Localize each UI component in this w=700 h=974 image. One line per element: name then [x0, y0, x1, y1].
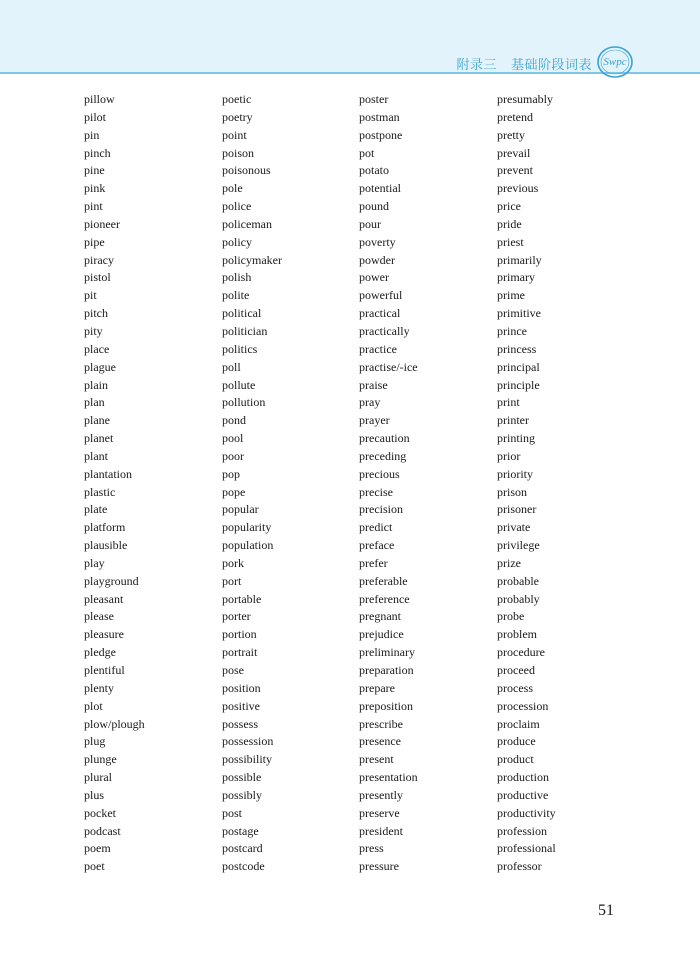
word-entry: productive: [497, 787, 549, 802]
word-column-4: [497, 91, 556, 876]
word-entry: pollution: [222, 395, 266, 410]
word-entry: please: [84, 609, 114, 624]
word-column-1: [84, 91, 145, 876]
word-entry: policy: [222, 234, 252, 249]
word-entry: professional: [497, 841, 556, 856]
word-entry: presently: [359, 787, 403, 802]
word-entry: priority: [497, 466, 533, 481]
word-entry: precise: [359, 484, 393, 499]
word-entry: prior: [497, 448, 521, 463]
word-entry: politics: [222, 341, 258, 356]
word-entry: pray: [359, 395, 381, 410]
word-entry: praise: [359, 377, 388, 392]
word-entry: precaution: [359, 431, 410, 446]
word-entry: probable: [497, 573, 539, 588]
word-entry: primary: [497, 270, 535, 285]
word-entry: preferable: [359, 573, 408, 588]
word-entry: poster: [359, 92, 389, 106]
word-entry: principle: [497, 377, 540, 392]
running-header: [456, 54, 592, 73]
word-entry: primitive: [497, 306, 541, 321]
word-entry: pity: [84, 323, 103, 338]
word-entry: process: [497, 680, 533, 695]
word-entry: produce: [497, 734, 536, 749]
word-entry: policymaker: [222, 252, 282, 267]
word-entry: plan: [84, 395, 105, 410]
word-entry: professor: [497, 859, 542, 874]
header-band: [0, 0, 700, 72]
word-entry: possible: [222, 770, 262, 785]
word-entry: portion: [222, 627, 257, 642]
word-entry: planet: [84, 431, 114, 446]
word-entry: pipe: [84, 234, 105, 249]
word-entry: pot: [359, 145, 375, 160]
word-entry: possession: [222, 734, 274, 749]
word-entry: prescribe: [359, 716, 403, 731]
word-entry: plenty: [84, 680, 114, 695]
word-entry: printer: [497, 413, 529, 428]
word-entry: pilot: [84, 109, 107, 124]
word-entry: poverty: [359, 234, 396, 249]
word-entry: president: [359, 823, 403, 838]
word-column-2: [222, 91, 282, 876]
word-entry: podcast: [84, 823, 121, 838]
word-entry: postcard: [222, 841, 263, 856]
word-entry: prevent: [497, 163, 533, 178]
word-entry: possibility: [222, 752, 273, 767]
word-entry: preference: [359, 591, 410, 606]
word-entry: procession: [497, 698, 549, 713]
word-entry: plentiful: [84, 663, 125, 677]
word-entry: plunge: [84, 752, 117, 767]
word-entry: prince: [497, 323, 527, 338]
word-entry: prisoner: [497, 502, 537, 517]
word-entry: plug: [84, 734, 106, 749]
word-entry: probably: [497, 591, 540, 606]
word-entry: plague: [84, 359, 116, 374]
word-entry: pollute: [222, 377, 256, 392]
word-entry: pinch: [84, 145, 111, 160]
word-entry: poisonous: [222, 163, 271, 178]
word-entry: practical: [359, 306, 401, 321]
word-entry: plausible: [84, 538, 128, 553]
word-entry: plant: [84, 448, 108, 463]
word-entry: platform: [84, 520, 126, 535]
word-entry: pint: [84, 199, 103, 214]
word-entry: port: [222, 573, 242, 588]
word-entry: pitch: [84, 306, 108, 321]
word-entry: productivity: [497, 805, 556, 820]
word-entry: plain: [84, 377, 108, 392]
word-entry: post: [222, 805, 243, 820]
word-entry: possess: [222, 716, 259, 731]
word-entry: powerful: [359, 288, 403, 303]
word-entry: pope: [222, 484, 246, 499]
word-column-3: [359, 91, 418, 876]
word-entry: pride: [497, 216, 522, 231]
word-entry: plow/plough: [84, 716, 145, 731]
word-entry: pit: [84, 288, 97, 303]
word-entry: princess: [497, 341, 537, 356]
word-entry: production: [497, 770, 549, 785]
word-entry: pressure: [359, 859, 399, 874]
word-entry: policeman: [222, 216, 272, 231]
word-entry: popular: [222, 502, 259, 517]
word-entry: problem: [497, 627, 537, 642]
word-entry: primarily: [497, 252, 542, 267]
word-entry: political: [222, 306, 262, 321]
word-entry: porter: [222, 609, 251, 624]
word-entry: private: [497, 520, 531, 535]
word-entry: position: [222, 680, 261, 695]
word-entry: pour: [359, 216, 381, 231]
word-entry: pregnant: [359, 609, 401, 624]
word-entry: pond: [222, 413, 246, 428]
word-entry: poem: [84, 841, 111, 856]
word-entry: postage: [222, 823, 259, 838]
word-entry: pledge: [84, 645, 116, 660]
word-entry: preparation: [359, 663, 414, 677]
word-entry: postcode: [222, 859, 265, 874]
word-entry: practise/-ice: [359, 359, 418, 374]
word-entry: police: [222, 199, 252, 214]
word-entry: powder: [359, 252, 395, 267]
word-entry: polite: [222, 288, 250, 303]
word-entry: postpone: [359, 127, 403, 142]
word-entry: pose: [222, 663, 244, 677]
word-entry: prepare: [359, 680, 395, 695]
word-entry: plot: [84, 698, 103, 713]
logo-text: Swpc: [603, 56, 627, 68]
word-entry: pink: [84, 181, 106, 196]
word-entry: pleasant: [84, 591, 124, 606]
section-title: 基础阶段词表: [510, 58, 592, 73]
word-entry: pretty: [497, 127, 525, 142]
word-entry: predict: [359, 520, 393, 535]
word-entry: portrait: [222, 645, 258, 660]
word-entry: preserve: [359, 805, 400, 820]
word-entry: presentation: [359, 770, 418, 785]
word-entry: poet: [84, 859, 105, 874]
word-entry: privilege: [497, 538, 540, 553]
word-entry: prejudice: [359, 627, 404, 642]
word-entry: preceding: [359, 448, 407, 463]
word-entry: prize: [497, 555, 521, 570]
word-entry: postman: [359, 109, 400, 124]
word-entry: preface: [359, 538, 395, 553]
word-entry: poison: [222, 145, 255, 160]
header-rule: [0, 72, 700, 74]
word-entry: positive: [222, 698, 260, 713]
word-entry: prime: [497, 288, 525, 303]
word-entry: priest: [497, 234, 524, 249]
word-entry: prayer: [359, 413, 390, 428]
word-entry: probe: [497, 609, 525, 624]
word-entry: pioneer: [84, 216, 120, 231]
word-entry: plastic: [84, 484, 116, 499]
word-entry: population: [222, 538, 274, 553]
word-entry: plantation: [84, 466, 132, 481]
word-entry: pretend: [497, 109, 533, 124]
word-entry: potential: [359, 181, 401, 196]
word-entry: prison: [497, 484, 527, 499]
word-entry: proclaim: [497, 716, 540, 731]
word-entry: polish: [222, 270, 252, 285]
word-entry: press: [359, 841, 384, 856]
word-entry: plane: [84, 413, 110, 428]
word-entry: pocket: [84, 805, 116, 820]
word-entry: print: [497, 395, 520, 410]
word-entry: proceed: [497, 663, 535, 677]
page-number: 51: [598, 902, 614, 919]
word-entry: product: [497, 752, 534, 767]
word-entry: poll: [222, 359, 241, 374]
word-entry: power: [359, 270, 389, 285]
word-entry: pin: [84, 127, 100, 142]
section-label: 附录三: [456, 58, 497, 73]
word-entry: plus: [84, 787, 105, 802]
word-entry: poetic: [222, 92, 252, 106]
word-entry: poetry: [222, 109, 253, 124]
word-entry: portable: [222, 591, 262, 606]
word-entry: pool: [222, 431, 244, 446]
word-entry: preliminary: [359, 645, 415, 660]
publisher-logo-icon: [596, 45, 634, 79]
word-entry: piracy: [84, 252, 114, 267]
word-entry: prevail: [497, 145, 531, 160]
word-entry: practically: [359, 323, 410, 338]
word-entry: popularity: [222, 520, 272, 535]
word-entry: previous: [497, 181, 539, 196]
word-entry: politician: [222, 323, 268, 338]
word-entry: present: [359, 752, 394, 767]
word-entry: plate: [84, 502, 108, 517]
word-entry: play: [84, 555, 105, 570]
word-entry: price: [497, 199, 521, 214]
word-entry: pound: [359, 199, 389, 214]
word-entry: profession: [497, 823, 547, 838]
word-entry: point: [222, 127, 247, 142]
word-entry: poor: [222, 448, 244, 463]
word-entry: precision: [359, 502, 403, 517]
word-entry: precious: [359, 466, 400, 481]
word-entry: playground: [84, 573, 139, 588]
word-entry: pop: [222, 466, 240, 481]
word-entry: pillow: [84, 92, 115, 106]
word-entry: pistol: [84, 270, 111, 285]
word-entry: pork: [222, 555, 244, 570]
word-entry: presumably: [497, 92, 553, 106]
word-entry: place: [84, 341, 110, 356]
word-entry: procedure: [497, 645, 545, 660]
word-entry: plural: [84, 770, 112, 785]
word-entry: possibly: [222, 787, 263, 802]
word-entry: potato: [359, 163, 389, 178]
word-entry: pleasure: [84, 627, 124, 642]
word-entry: printing: [497, 431, 535, 446]
word-entry: prefer: [359, 555, 388, 570]
word-entry: practice: [359, 341, 397, 356]
word-entry: pine: [84, 163, 105, 178]
word-entry: presence: [359, 734, 401, 749]
word-entry: preposition: [359, 698, 413, 713]
word-entry: pole: [222, 181, 243, 196]
word-entry: principal: [497, 359, 540, 374]
